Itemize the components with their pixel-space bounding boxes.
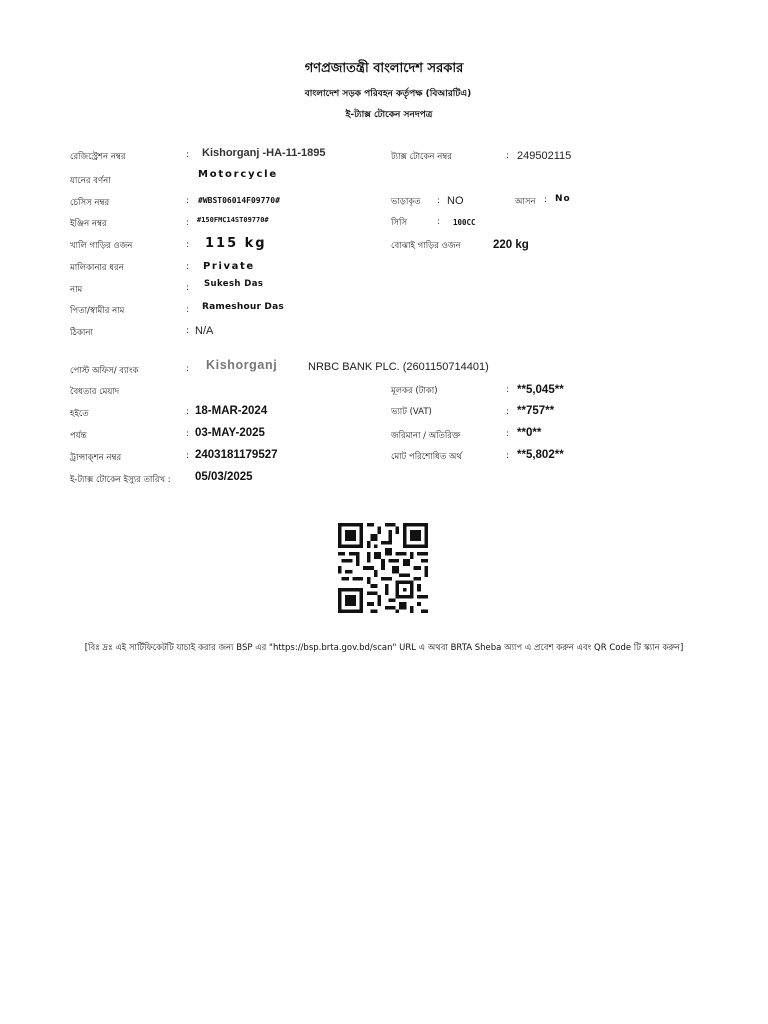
cc-value: 100CC	[453, 218, 476, 227]
colon: :	[506, 429, 510, 439]
colon: :	[186, 283, 190, 293]
father-husband-label: পিতা/স্বামীর নাম	[70, 306, 125, 316]
registration-no-value: Kishorganj -HA-11-1895	[202, 147, 326, 159]
colon: :	[186, 240, 190, 250]
address-label: ঠিকানা	[70, 328, 93, 338]
issue-date-value: 05/03/2025	[195, 471, 253, 483]
colon: :	[506, 407, 510, 417]
ownership-type-label: মালিকানার ধরন	[70, 263, 124, 273]
hire-value: NO	[447, 195, 464, 207]
address-value: N/A	[195, 325, 214, 337]
fine-value: **0**	[517, 427, 542, 439]
colon: :	[186, 305, 190, 315]
colon: :	[506, 451, 510, 461]
colon: :	[437, 217, 441, 227]
seat-label: আসন	[515, 197, 536, 207]
owner-name-value: Sukesh Das	[204, 279, 264, 289]
colon: :	[437, 196, 441, 206]
colon: :	[186, 150, 190, 160]
post-office-value: Kishorganj	[206, 358, 278, 372]
owner-name-label: নাম	[70, 285, 83, 295]
ownership-type-value: Private	[203, 261, 255, 272]
laden-weight-label: বোঝাই গাড়ির ওজন	[391, 241, 461, 251]
to-value: 03-MAY-2025	[195, 427, 265, 439]
colon: :	[186, 364, 190, 374]
document-title: ই-ট্যাক্স টোকেন সনদপত্র	[345, 110, 433, 120]
from-value: 18-MAR-2024	[195, 405, 268, 417]
authority-name: বাংলাদেশ সড়ক পরিবহন কর্তৃপক্ষ (বিআরটিএ)	[304, 89, 472, 99]
colon: :	[186, 262, 190, 272]
father-husband-value: Rameshour Das	[202, 302, 284, 312]
vat-value: **757**	[517, 405, 555, 417]
tax-token-no-label: ট্যাক্স টোকেন নম্বর	[391, 152, 452, 162]
colon: :	[186, 407, 190, 417]
colon: :	[186, 218, 190, 228]
registration-no-label: রেজিস্ট্রেশন নম্বর	[70, 152, 126, 162]
hire-label: ভাড়াকৃত	[391, 197, 421, 207]
colon: :	[186, 326, 190, 336]
issue-date-label: ই-ট্যাক্স টোকেন ইস্যুর তারিখ :	[70, 475, 171, 485]
seat-value: No	[555, 194, 571, 204]
to-label: পর্যন্ত	[70, 431, 87, 441]
colon: :	[506, 151, 510, 161]
chassis-no-value: #WBST06014F09770#	[198, 196, 280, 205]
colon: :	[186, 429, 190, 439]
tax-token-no-value: 249502115	[517, 150, 572, 162]
colon: :	[186, 451, 190, 461]
total-value: **5,802**	[517, 449, 564, 461]
laden-weight-value: 220 kg	[493, 239, 529, 251]
total-label: মোট পরিশোধিত অর্থ	[391, 452, 462, 462]
cc-label: সিসি	[391, 218, 408, 228]
vat-label: ভ্যাট (VAT)	[391, 407, 432, 417]
colon: :	[506, 385, 510, 395]
base-amount-label: মূলকর (টাকা)	[391, 386, 438, 396]
verification-note: [বিঃ দ্রঃ এই সার্টিফিকেটটি যাচাই করার জন্য BSP এর "https://bsp.brta.gov.bd/scan" URL এ অথবা BRTA Sheba অ্যাপ এ প্রবেশ করুন এবং QR Code টি স্ক্যান করুন]	[84, 643, 684, 653]
validity-label: বৈধতার মেয়াদ	[70, 387, 120, 397]
chassis-no-label: চেসিস নম্বর	[70, 198, 110, 208]
unladen-weight-value: 115 kg	[205, 236, 267, 251]
vehicle-desc-label: যানের বর্ণনা	[70, 176, 111, 186]
unladen-weight-label: খালি গাড়ির ওজন	[70, 241, 133, 251]
engine-no-value: #150FMC14ST09770#	[197, 216, 269, 224]
qr-code-icon	[336, 523, 430, 613]
bank-value: NRBC BANK PLC. (2601150714401)	[308, 361, 489, 373]
post-office-bank-label: পোস্ট অফিস/ ব্যাংক	[70, 366, 139, 376]
colon: :	[186, 196, 190, 206]
page-title: গণপ্রজাতন্ত্রী বাংলাদেশ সরকার	[304, 61, 464, 76]
from-label: হইতে	[70, 409, 89, 419]
engine-no-label: ইঞ্জিন নম্বর	[70, 219, 107, 229]
base-amount-value: **5,045**	[517, 384, 564, 396]
transaction-no-label: ট্রান্সাক্‌শন নম্বর	[70, 453, 122, 463]
colon: :	[544, 195, 548, 205]
vehicle-desc-value: Motorcycle	[198, 169, 278, 180]
transaction-no-value: 2403181179527	[195, 449, 278, 461]
fine-label: জরিমানা / অতিরিক্ত	[391, 431, 461, 441]
